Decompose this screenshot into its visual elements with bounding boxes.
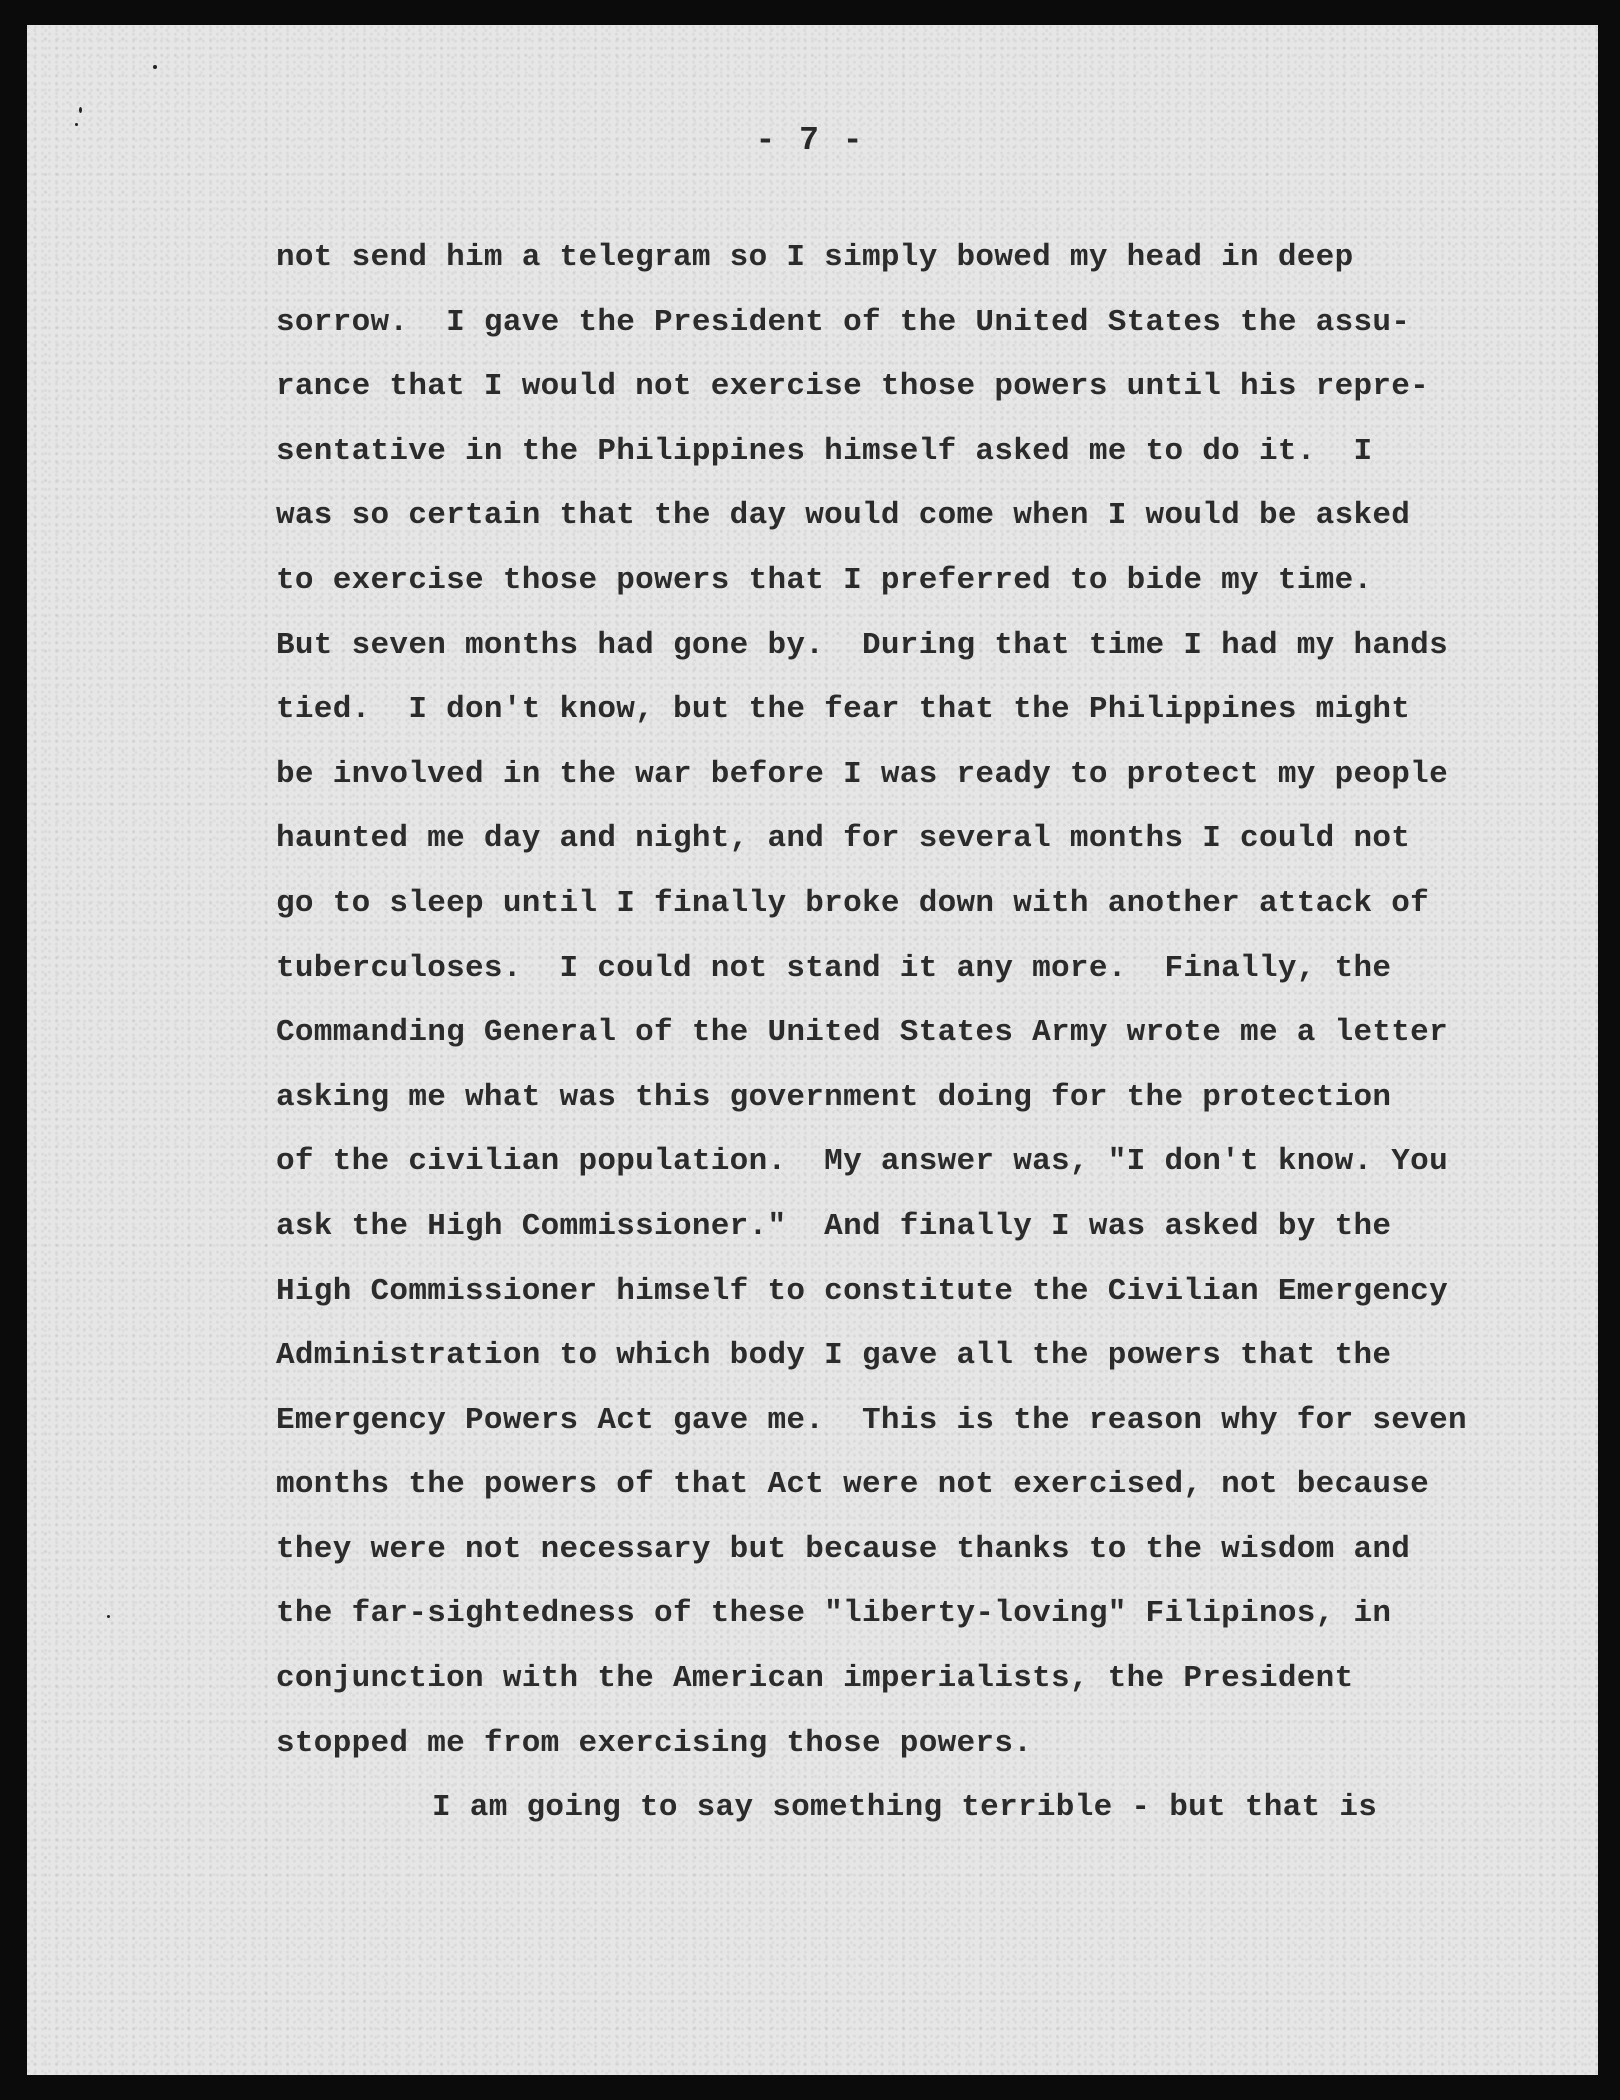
text-line: be involved in the war before I was ready to protect my people <box>276 756 1448 792</box>
text-line: sentative in the Philippines himself asked me to do it. I <box>276 433 1373 469</box>
text-line: haunted me day and night, and for several months I could not <box>276 821 1411 857</box>
text-line: tuberculoses. I could not stand it any more. Finally, the <box>276 950 1392 986</box>
text-line: Administration to which body I gave all the powers that the <box>276 1338 1392 1374</box>
ink-speck <box>107 1615 110 1618</box>
paragraph-start-line: I am going to say something terrible - but that is <box>432 1790 1378 1826</box>
text-line: sorrow. I gave the President of the United States the assu- <box>276 304 1411 340</box>
text-line: Commanding General of the United States Army wrote me a letter <box>276 1015 1448 1051</box>
text-line: they were not necessary but because thanks to the wisdom and <box>276 1531 1411 1567</box>
text-line: High Commissioner himself to constitute the Civilian Emergency <box>276 1273 1448 1309</box>
text-line: go to sleep until I finally broke down with another attack of <box>276 885 1430 921</box>
ink-speck <box>153 65 157 69</box>
text-line: ask the High Commissioner." And finally I was asked by the <box>276 1208 1392 1244</box>
text-line: Emergency Powers Act gave me. This is the reason why for seven <box>276 1402 1467 1438</box>
text-line: But seven months had gone by. During that time I had my hands <box>276 627 1448 663</box>
text-line: the far-sightedness of these "liberty-loving" Filipinos, in <box>276 1596 1392 1632</box>
text-line: conjunction with the American imperialists, the President <box>276 1661 1354 1697</box>
ink-speck <box>79 107 82 113</box>
text-line: months the powers of that Act were not exercised, not because <box>276 1467 1430 1503</box>
text-line: stopped me from exercising those powers. <box>276 1725 1033 1761</box>
text-line: rance that I would not exercise those powers until his repre- <box>276 369 1430 405</box>
text-line: asking me what was this government doing for the protection <box>276 1079 1392 1115</box>
text-line: tied. I don't know, but the fear that the Philippines might <box>276 692 1411 728</box>
page-number: - 7 - <box>755 122 865 159</box>
body-text <box>276 226 1506 1841</box>
text-line: was so certain that the day would come when I would be asked <box>276 498 1411 534</box>
text-line: of the civilian population. My answer was, "I don't know. You <box>276 1144 1448 1180</box>
text-line: to exercise those powers that I preferred to bide my time. <box>276 562 1373 598</box>
text-line: not send him a telegram so I simply bowed my head in deep <box>276 240 1354 275</box>
